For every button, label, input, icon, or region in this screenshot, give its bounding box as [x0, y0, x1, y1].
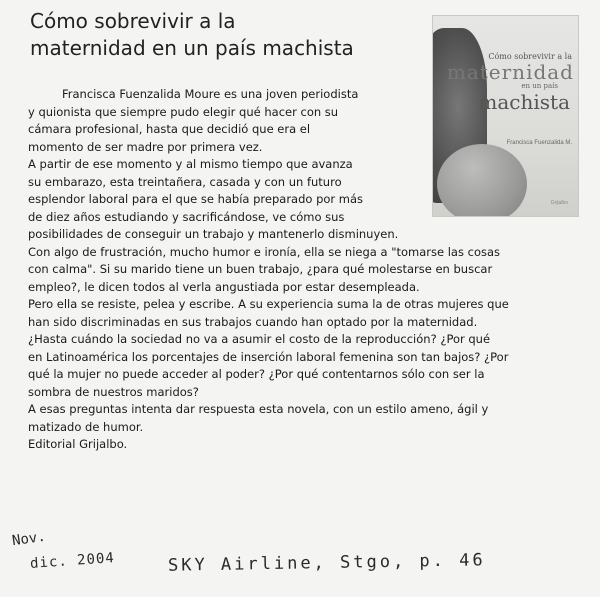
text-line: y quionista que siempre pudo elegir qué hacer con su	[28, 104, 339, 119]
text-line: de diez años estudiando y sacrificándose, ve cómo sus	[28, 209, 345, 224]
text-line: esplendor laboral para el que se había preparado por más	[28, 192, 364, 206]
paragraph-answer	[28, 401, 580, 436]
handwritten-date: dic. 2004	[29, 550, 116, 572]
paragraph-publisher	[28, 436, 580, 454]
text-line: A partir de ese momento y al mismo tiempo que avanza	[28, 157, 353, 171]
cover-title-big-2: machista	[478, 90, 570, 114]
handwritten-source: SKY Airline, Stgo, p. 46	[167, 550, 486, 576]
text-line: su embarazo, esta treintañera, casada y con un futuro	[28, 174, 342, 189]
text-line: con calma". Si su marido tiene un buen trabajo, ¿para qué molestarse en buscar	[28, 262, 493, 276]
cover-title-small: Cómo sobrevivir a la	[488, 52, 572, 61]
text-line: Editorial Grijalbo.	[28, 437, 128, 451]
text-line: empleo?, le dicen todos al verla angustiada por estar desempleada.	[28, 279, 420, 294]
text-line: han sido discriminadas en sus trabajos cuando han optado por la maternidad.	[28, 314, 478, 329]
article-body	[28, 86, 580, 454]
text-line: qué la mujer no puede acceder al poder? ¿Por qué contentarnos sólo con ser la	[28, 367, 485, 381]
article-title	[30, 8, 400, 62]
title-line-2: maternidad en un país machista	[30, 36, 354, 60]
title-line-1: Cómo sobrevivir a la	[30, 9, 236, 33]
text-line: en Latinoamérica los porcentajes de inserción laboral femenina son tan bajos? ¿Por	[28, 349, 509, 364]
paragraph-questions	[28, 296, 580, 401]
paragraph-frustration	[28, 244, 580, 297]
cover-title-mid: en un país	[521, 82, 558, 90]
text-line: A esas preguntas intenta dar respuesta esta novela, con un estilo ameno, ágil y	[28, 402, 489, 416]
cover-title-big: maternidad	[446, 60, 574, 84]
text-line: Con algo de frustración, mucho humor e ironía, ella se niega a "tomarse las cosas	[28, 244, 501, 259]
handwritten-month: Nov.	[11, 528, 47, 550]
text-line: sombra de nuestros maridos?	[28, 384, 199, 399]
text-line: cámara profesional, hasta que decidió que era el	[28, 122, 311, 136]
text-line: matizado de humor.	[28, 419, 144, 434]
text-line: Francisca Fuenzalida Moure es una joven periodista	[62, 87, 359, 101]
text-line: ¿Hasta cuándo la sociedad no va a asumir el costo de la reproducción? ¿Por qué	[28, 332, 491, 346]
text-line: posibilidades de conseguir un trabajo y mantenerlo disminuyen.	[28, 227, 399, 241]
paragraph-pregnancy	[28, 156, 580, 244]
paragraph-intro	[28, 86, 580, 156]
text-line: Pero ella se resiste, pelea y escribe. A su experiencia suma la de otras mujeres que	[28, 297, 509, 311]
cover-publisher-logo: Grijalbo	[550, 200, 568, 206]
cover-author: Francisca Fuenzalida M.	[506, 140, 572, 146]
handwritten-annotation	[8, 525, 598, 595]
text-line: momento de ser madre por primera vez.	[28, 139, 263, 154]
